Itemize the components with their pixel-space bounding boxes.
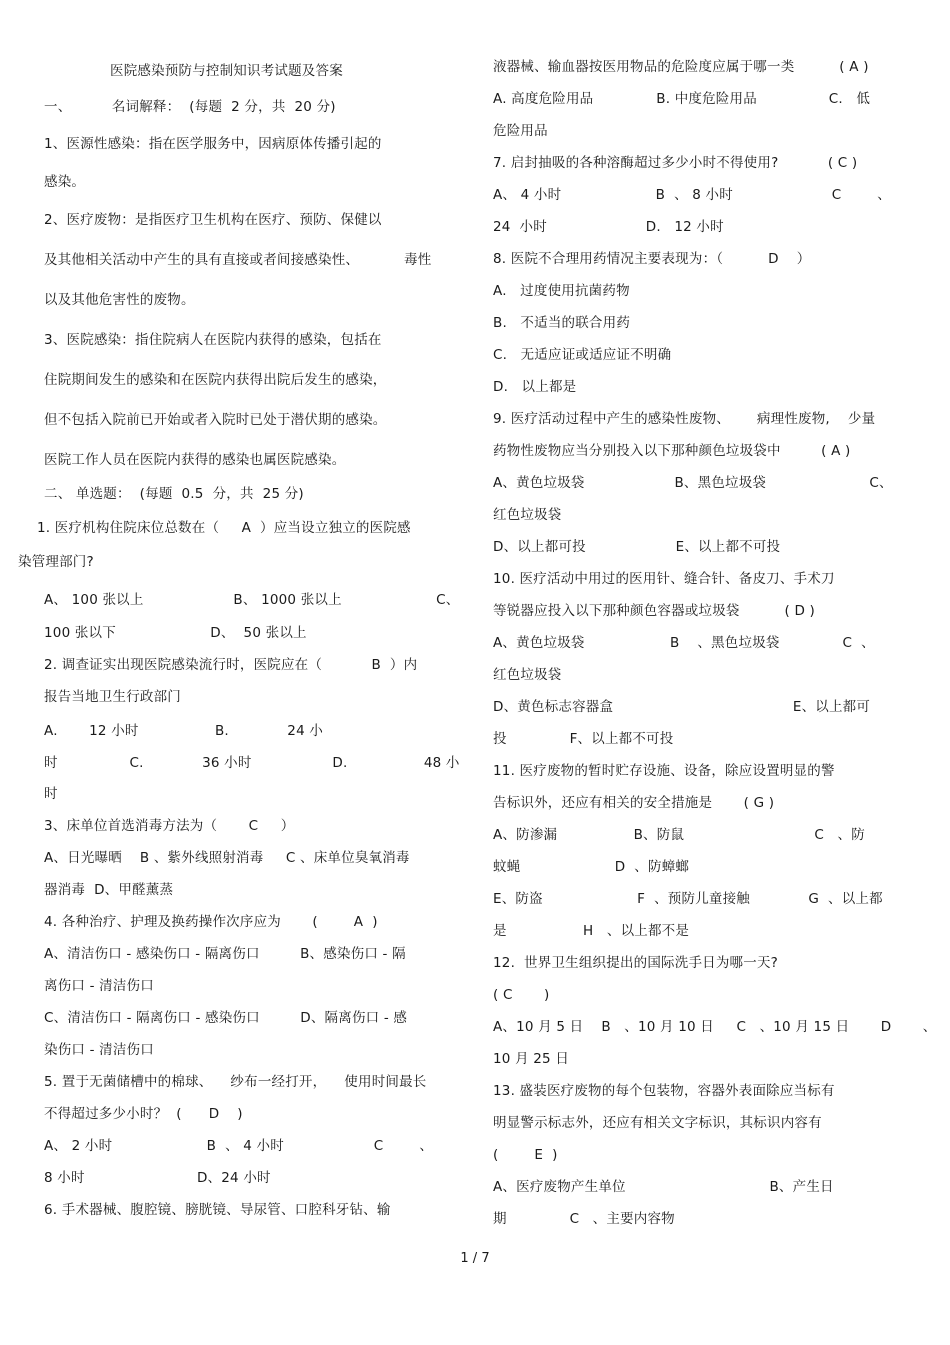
text-line: A、黄色垃圾袋 B、黑色垃圾袋 C、	[493, 475, 893, 491]
text-line: 5. 置于无菌储槽中的棉球、 纱布一经打开， 使用时间最长	[44, 1074, 427, 1090]
text-line: A、黄色垃圾袋 B 、黑色垃圾袋 C 、	[493, 635, 875, 651]
text-line: 不得超过多少小时？ ( D )	[44, 1106, 243, 1122]
text-line: 7. 启封抽吸的各种溶酶超过多少小时不得使用? ( C )	[493, 155, 858, 171]
text-line: 二、 单选题： (每题 0.5 分，共 25 分)	[44, 486, 304, 502]
text-line: A、 100 张以上 B、 1000 张以上 C、	[44, 592, 460, 608]
text-line: 1. 医疗机构住院床位总数在（ A ）应当设立独立的医院感	[28, 520, 411, 536]
text-line: 3、医院感染：指住院病人在医院内获得的感染，包括在	[44, 332, 382, 348]
text-line: A、医疗废物产生单位 B、产生日	[493, 1179, 834, 1195]
text-line: 1、医源性感染：指在医学服务中，因病原体传播引起的	[44, 136, 382, 152]
text-line: A. 过度使用抗菌药物	[493, 283, 630, 299]
text-line: 时	[44, 786, 58, 802]
text-line: 时 C. 36 小时 D. 48 小	[44, 755, 460, 771]
text-line: 医院工作人员在医院内获得的感染也属医院感染。	[44, 452, 346, 468]
text-line: 及其他相关活动中产生的具有直接或者间接感染性、 毒性	[44, 252, 432, 268]
text-line: 9. 医疗活动过程中产生的感染性废物、 病理性废物, 少量	[493, 411, 876, 427]
text-line: 投 F、以上都不可投	[493, 731, 674, 747]
text-line: 期 C 、主要内容物	[493, 1211, 675, 1227]
text-line: 3、床单位首选消毒方法为（ C ）	[44, 818, 295, 834]
text-line: D、以上都可投 E、以上都不可投	[493, 539, 781, 555]
text-line: 报告当地卫生行政部门	[44, 689, 181, 705]
text-line: D、黄色标志容器盒 E、以上都可	[493, 699, 871, 715]
text-line: 24 小时 D. 12 小时	[493, 219, 724, 235]
text-line: 感染。	[44, 174, 86, 190]
text-line: A、防渗漏 B、防鼠 C 、防	[493, 827, 865, 843]
text-line: D. 以上都是	[493, 379, 577, 395]
text-line: E、防盗 F 、预防儿童接触 G 、以上都	[493, 891, 883, 907]
text-line: A、 2 小时 B 、 4 小时 C 、	[44, 1138, 434, 1154]
text-line: 红色垃圾袋	[493, 667, 562, 683]
text-line: 等锐器应投入以下那种颜色容器或垃圾袋 ( D )	[493, 603, 816, 619]
text-line: 8. 医院不合理用药情况主要表现为：（ D ）	[493, 251, 811, 267]
text-line: 6. 手术器械、腹腔镜、膀胱镜、导尿管、口腔科牙钻、输	[44, 1202, 391, 1218]
text-line: A、清洁伤口 - 感染伤口 - 隔离伤口 B、感染伤口 - 隔	[44, 946, 406, 962]
text-line: 10 月 25 日	[493, 1051, 570, 1067]
text-line: 8 小时 D、24 小时	[44, 1170, 271, 1186]
text-line: 10. 医疗活动中用过的医用针、缝合针、备皮刀、手术刀	[493, 571, 835, 587]
text-line: ( E )	[493, 1147, 558, 1163]
text-line: 药物性废物应当分别投入以下那种颜色垃圾袋中 ( A )	[493, 443, 851, 459]
text-line: 是 H 、以上都不是	[493, 923, 690, 939]
text-line: A、10 月 5 日 B 、10 月 10 日 C 、10 月 15 日 D 、	[493, 1019, 937, 1035]
document-title: 医院感染预防与控制知识考试题及答案	[110, 63, 343, 79]
text-line: A、 4 小时 B 、 8 小时 C 、	[493, 187, 892, 203]
text-line: 一、 名词解释： (每题 2 分，共 20 分)	[44, 99, 336, 115]
text-line: A、日光曝晒 B 、紫外线照射消毒 C 、床单位臭氧消毒	[44, 850, 410, 866]
text-line: B. 不适当的联合用药	[493, 315, 631, 331]
text-line: C. 无适应证或适应证不明确	[493, 347, 672, 363]
text-line: 危险用品	[493, 123, 548, 139]
text-line: C、清洁伤口 - 隔离伤口 - 感染伤口 D、隔离伤口 - 感	[44, 1010, 408, 1026]
text-line: A. 12 小时 B. 24 小	[44, 723, 324, 739]
text-line: A. 高度危险用品 B. 中度危险用品 C. 低	[493, 91, 871, 107]
text-line: 以及其他危害性的废物。	[44, 292, 195, 308]
text-line: 器消毒 D、甲醛薰蒸	[44, 882, 174, 898]
text-line: 明显警示标志外，还应有相关文字标识，其标识内容有	[493, 1115, 822, 1131]
text-line: 染伤口 - 清洁伤口	[44, 1042, 154, 1058]
text-line: 11. 医疗废物的暂时贮存设施、设备，除应设置明显的警	[493, 763, 835, 779]
text-line: 住院期间发生的感染和在医院内获得出院后发生的感染，	[44, 372, 387, 388]
text-line: 离伤口 - 清洁伤口	[44, 978, 154, 994]
text-line: 100 张以下 D、 50 张以上	[44, 625, 307, 641]
text-line: 染管理部门?	[18, 554, 94, 570]
text-line: 2. 调查证实出现医院感染流行时，医院应在（ B ）内	[44, 657, 418, 673]
text-line: 液器械、输血器按医用物品的危险度应属于哪一类 ( A )	[493, 59, 869, 75]
text-line: 12. 世界卫生组织提出的国际洗手日为哪一天?	[493, 955, 779, 971]
text-line: 13. 盛装医疗废物的每个包装物，容器外表面除应当标有	[493, 1083, 835, 1099]
text-line: 红色垃圾袋	[493, 507, 562, 523]
text-line: 但不包括入院前已开始或者入院时已处于潜伏期的感染。	[44, 412, 387, 428]
page-number: 1 / 7	[460, 1251, 490, 1266]
text-line: 蚊蝇 D 、防蟑螂	[493, 859, 690, 875]
text-line: ( C )	[493, 987, 550, 1003]
text-line: 2、医疗废物：是指医疗卫生机构在医疗、预防、保健以	[44, 212, 382, 228]
text-line: 4. 各种治疗、护理及换药操作次序应为 ( A )	[44, 914, 378, 930]
text-line: 告标识外，还应有相关的安全措施是 ( G )	[493, 795, 775, 811]
